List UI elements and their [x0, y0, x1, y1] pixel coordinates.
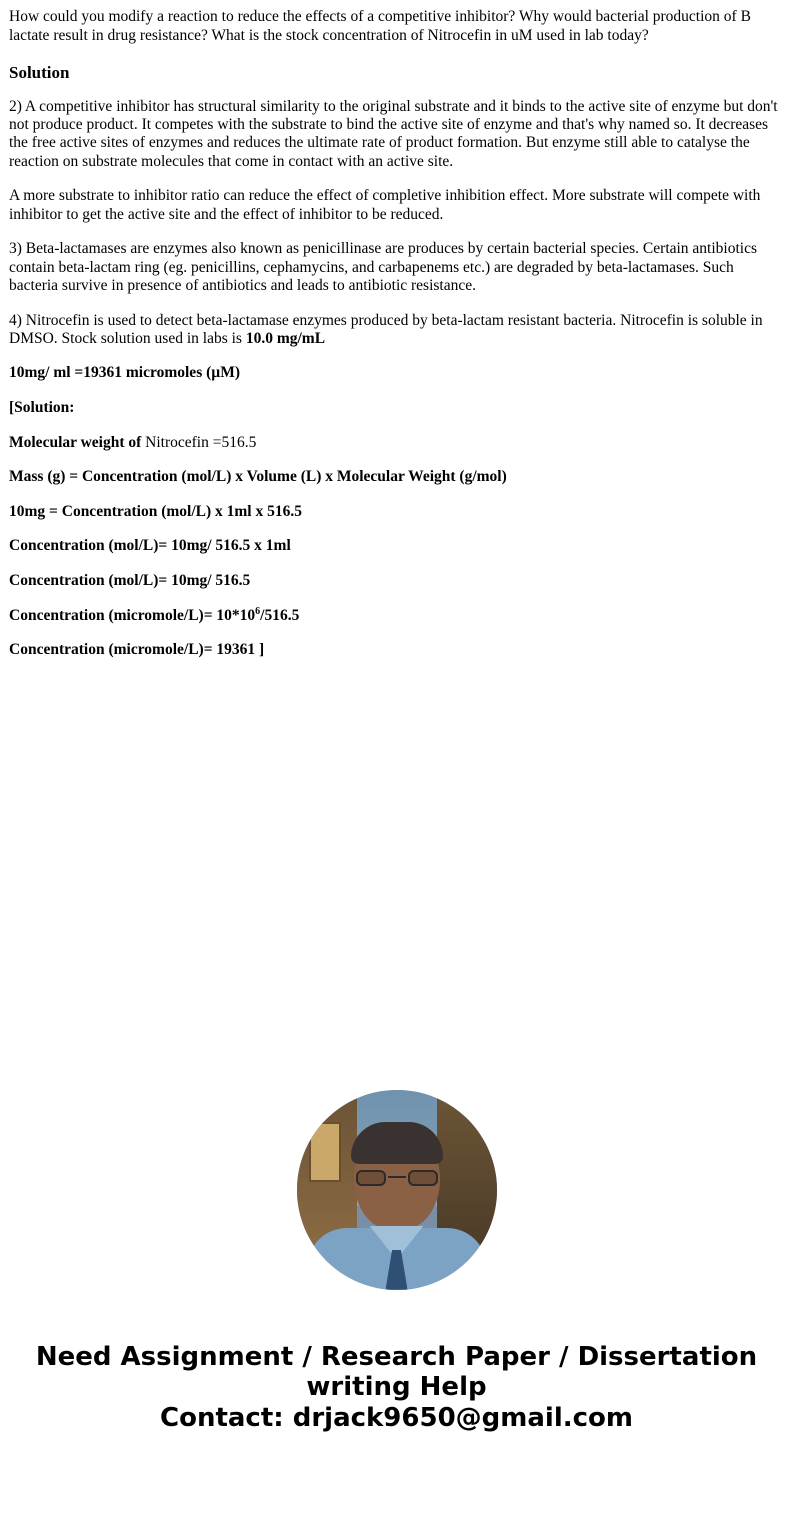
nitrocefin-stock-value: 10.0 mg/mL [245, 329, 326, 347]
molecular-weight-value: Nitrocefin =516.5 [145, 433, 257, 451]
footer-line-2: writing Help [306, 1372, 487, 1403]
micromole-suffix: /516.5 [260, 606, 300, 624]
micromole-exponent: 6 [255, 605, 261, 617]
paragraph-beta-lactamase: 3) Beta-lactamases are enzymes also known as penicillinase are produces by certain bacterial species. Certain antibiotics contain beta-lactam ring (eg. penicillins, cephamycins, and carbapenems etc.) are degraded by beta-lactamases. Such bacteria survive in presence of antibiotics and leads to antibiotic resistance. [9, 240, 758, 295]
nitrocefin-text: 4) Nitrocefin is used to detect beta-lactamase enzymes produced by beta-lactam resistant bacteria. Nitrocefin is soluble in DMSO. Stock solution used in labs is [9, 311, 763, 347]
footer-advert [9, 1342, 784, 1433]
calc-step-mass-formula: Mass (g) = Concentration (mol/L) x Volume (L) x Molecular Weight (g/mol) [9, 468, 507, 486]
glasses-lens-right [408, 1170, 438, 1186]
calc-result-micromole: Concentration (micromole/L)= 19361 ] [9, 641, 265, 659]
micromole-prefix: Concentration (micromole/L)= 10*10 [9, 606, 256, 624]
avatar-background-picture-frame [309, 1122, 341, 1182]
avatar-background-wall-right [437, 1090, 497, 1246]
footer-line-1: Need Assignment / Research Paper / Dissertation [35, 1341, 758, 1372]
paragraph-competitive-inhibitor: 2) A competitive inhibitor has structural similarity to the original substrate and it binds to the active site of enzyme but don't not produce product. It competes with the substrate to bind the active site of enzyme and that's why named so. It decreases the free active sites of enzymes and reduces the ultimate rate of product formation. But enzyme still able to catalyse the reaction on substrate molecules that come in contact with an active site. [9, 97, 778, 170]
question-text: How could you modify a reaction to reduce the effects of a competitive inhibitor? Why would bacterial production of B lactate result in drug resistance? What is the stock concentration of Nitrocefin in uM used in lab today? [9, 8, 751, 44]
conversion-line: 10mg/ ml =19361 micromoles (µM) [9, 364, 240, 382]
calc-step-rearranged: Concentration (mol/L)= 10mg/ 516.5 x 1ml [9, 537, 291, 555]
solution-open-bracket: [Solution: [9, 398, 75, 416]
paragraph-nitrocefin [9, 312, 784, 349]
avatar-hair [351, 1122, 443, 1164]
glasses-bridge [388, 1176, 406, 1178]
calc-step-micromole [9, 607, 784, 626]
solution-heading: Solution [9, 63, 70, 83]
molecular-weight-line [9, 434, 784, 453]
paragraph-substrate-ratio: A more substrate to inhibitor ratio can reduce the effect of completive inhibition effect. More substrate will compete with inhibitor to get the active site and the effect of inhibitor to be reduced. [9, 187, 761, 223]
avatar [297, 1090, 497, 1290]
calc-step-substitution: 10mg = Concentration (mol/L) x 1ml x 516.5 [9, 502, 302, 520]
molecular-weight-label: Molecular weight of [9, 433, 146, 451]
avatar-container [9, 1090, 784, 1290]
calc-step-simplified: Concentration (mol/L)= 10mg/ 516.5 [9, 571, 251, 589]
glasses-lens-left [356, 1170, 386, 1186]
glasses-icon [354, 1170, 440, 1186]
footer-contact[interactable]: Contact: drjack9650@gmail.com [160, 1402, 633, 1433]
